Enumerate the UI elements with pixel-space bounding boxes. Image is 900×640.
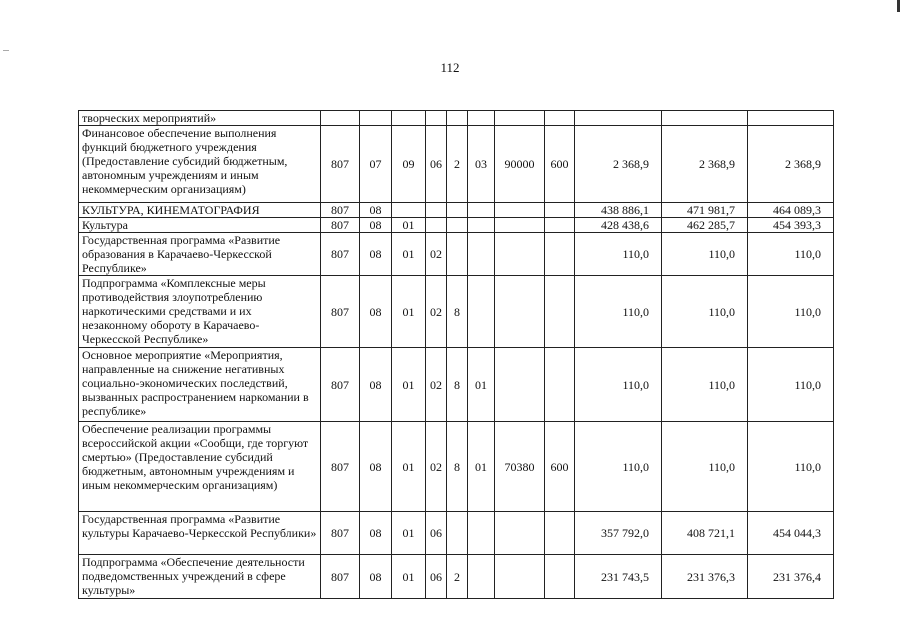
- subsection-code: 01: [392, 348, 426, 422]
- table-row: [79, 555, 834, 599]
- subsection-code: [392, 111, 426, 126]
- subprogram-code: [447, 233, 468, 276]
- gr-code: 807: [321, 348, 360, 422]
- program-code: [426, 111, 447, 126]
- amount-year-2: 2 368,9: [662, 126, 748, 203]
- expense-type-code: [545, 512, 575, 555]
- event-code: [468, 233, 495, 276]
- event-code: [468, 512, 495, 555]
- program-code: 02: [426, 276, 447, 348]
- gr-code: 807: [321, 203, 360, 218]
- table-row: [79, 203, 834, 218]
- event-code: [468, 276, 495, 348]
- expense-type-code: 600: [545, 422, 575, 512]
- section-code: 08: [360, 203, 392, 218]
- program-code: 02: [426, 348, 447, 422]
- amount-year-3: 464 089,3: [748, 203, 834, 218]
- budget-table: [78, 110, 834, 599]
- row-name: Подпрограмма «Комплексные меры противодействия злоупотреблению наркотическими средствами и их незаконному обороту в Карачаево-Черкесской Республике»: [79, 276, 321, 348]
- row-name: Финансовое обеспечение выполнения функций бюджетного учреждения (Предоставление субсидий бюджетным, автономным учреждениям и иным некоммерческим организациям): [79, 126, 321, 203]
- amount-year-3: 2 368,9: [748, 126, 834, 203]
- section-code: 07: [360, 126, 392, 203]
- amount-year-2: 408 721,1: [662, 512, 748, 555]
- subprogram-code: 8: [447, 348, 468, 422]
- event-code: [468, 203, 495, 218]
- subsection-code: [392, 203, 426, 218]
- table-row: [79, 512, 834, 555]
- program-code: [426, 218, 447, 233]
- subsection-code: 01: [392, 555, 426, 599]
- subsection-code: 01: [392, 218, 426, 233]
- subsection-code: 01: [392, 276, 426, 348]
- subsection-code: 01: [392, 422, 426, 512]
- section-code: 08: [360, 512, 392, 555]
- margin-dash: [3, 50, 9, 51]
- gr-code: 807: [321, 512, 360, 555]
- direction-code: [495, 512, 545, 555]
- expense-type-code: [545, 555, 575, 599]
- amount-year-3: [748, 111, 834, 126]
- table-row: [79, 422, 834, 512]
- amount-year-1: 231 743,5: [575, 555, 662, 599]
- subprogram-code: 8: [447, 422, 468, 512]
- table-row: [79, 276, 834, 348]
- direction-code: 70380: [495, 422, 545, 512]
- subsection-code: 09: [392, 126, 426, 203]
- subprogram-code: [447, 512, 468, 555]
- amount-year-1: 110,0: [575, 348, 662, 422]
- direction-code: 90000: [495, 126, 545, 203]
- amount-year-1: 110,0: [575, 276, 662, 348]
- row-name: творческих мероприятий»: [79, 111, 321, 126]
- amount-year-3: 110,0: [748, 422, 834, 512]
- table-row: [79, 126, 834, 203]
- amount-year-1: 2 368,9: [575, 126, 662, 203]
- amount-year-3: 110,0: [748, 233, 834, 276]
- section-code: 08: [360, 555, 392, 599]
- amount-year-1: 110,0: [575, 233, 662, 276]
- row-name: Государственная программа «Развитие образования в Карачаево-Черкесской Республике»: [79, 233, 321, 276]
- event-code: 01: [468, 422, 495, 512]
- direction-code: [495, 348, 545, 422]
- amount-year-2: 110,0: [662, 422, 748, 512]
- amount-year-2: 110,0: [662, 233, 748, 276]
- event-code: [468, 111, 495, 126]
- event-code: [468, 555, 495, 599]
- amount-year-3: 231 376,4: [748, 555, 834, 599]
- row-name: Государственная программа «Развитие культуры Карачаево-Черкесской Республики»: [79, 512, 321, 555]
- table-row: [79, 111, 834, 126]
- program-code: 02: [426, 233, 447, 276]
- expense-type-code: [545, 111, 575, 126]
- event-code: 01: [468, 348, 495, 422]
- gr-code: 807: [321, 276, 360, 348]
- amount-year-2: 231 376,3: [662, 555, 748, 599]
- table-row: [79, 218, 834, 233]
- page-number: 112: [440, 60, 460, 75]
- amount-year-3: 454 044,3: [748, 512, 834, 555]
- expense-type-code: 600: [545, 126, 575, 203]
- direction-code: [495, 218, 545, 233]
- direction-code: [495, 203, 545, 218]
- row-name: КУЛЬТУРА, КИНЕМАТОГРАФИЯ: [79, 203, 321, 218]
- direction-code: [495, 111, 545, 126]
- table-row: [79, 348, 834, 422]
- expense-type-code: [545, 276, 575, 348]
- gr-code: [321, 111, 360, 126]
- program-code: 06: [426, 126, 447, 203]
- section-code: 08: [360, 218, 392, 233]
- gr-code: 807: [321, 555, 360, 599]
- expense-type-code: [545, 233, 575, 276]
- expense-type-code: [545, 203, 575, 218]
- program-code: 06: [426, 512, 447, 555]
- direction-code: [495, 555, 545, 599]
- direction-code: [495, 233, 545, 276]
- amount-year-3: 454 393,3: [748, 218, 834, 233]
- table-row: [79, 233, 834, 276]
- subsection-code: 01: [392, 512, 426, 555]
- amount-year-1: 438 886,1: [575, 203, 662, 218]
- subprogram-code: [447, 218, 468, 233]
- direction-code: [495, 276, 545, 348]
- program-code: 02: [426, 422, 447, 512]
- section-code: 08: [360, 233, 392, 276]
- row-name: Подпрограмма «Обеспечение деятельности подведомственных учреждений в сфере культуры»: [79, 555, 321, 599]
- amount-year-3: 110,0: [748, 276, 834, 348]
- amount-year-1: 428 438,6: [575, 218, 662, 233]
- subprogram-code: [447, 203, 468, 218]
- event-code: 03: [468, 126, 495, 203]
- amount-year-2: 471 981,7: [662, 203, 748, 218]
- amount-year-2: [662, 111, 748, 126]
- row-name: Основное мероприятие «Мероприятия, направленные на снижение негативных социально-экономических последствий, вызванных распространением наркомании в республике»: [79, 348, 321, 422]
- amount-year-2: 462 285,7: [662, 218, 748, 233]
- program-code: 06: [426, 555, 447, 599]
- gr-code: 807: [321, 218, 360, 233]
- program-code: [426, 203, 447, 218]
- event-code: [468, 218, 495, 233]
- section-code: 08: [360, 348, 392, 422]
- gr-code: 807: [321, 422, 360, 512]
- row-name: Культура: [79, 218, 321, 233]
- amount-year-3: 110,0: [748, 348, 834, 422]
- amount-year-2: 110,0: [662, 348, 748, 422]
- subsection-code: 01: [392, 233, 426, 276]
- expense-type-code: [545, 348, 575, 422]
- amount-year-1: [575, 111, 662, 126]
- section-code: 08: [360, 422, 392, 512]
- expense-type-code: [545, 218, 575, 233]
- section-code: [360, 111, 392, 126]
- subprogram-code: [447, 111, 468, 126]
- amount-year-1: 110,0: [575, 422, 662, 512]
- amount-year-2: 110,0: [662, 276, 748, 348]
- subprogram-code: 2: [447, 126, 468, 203]
- gr-code: 807: [321, 126, 360, 203]
- section-code: 08: [360, 276, 392, 348]
- subprogram-code: 2: [447, 555, 468, 599]
- subprogram-code: 8: [447, 276, 468, 348]
- amount-year-1: 357 792,0: [575, 512, 662, 555]
- gr-code: 807: [321, 233, 360, 276]
- row-name: Обеспечение реализации программы всероссийской акции «Сообщи, где торгуют смертью» (Предоставление субсидий бюджетным, автономным учреждениям и иным некоммерческим организациям): [79, 422, 321, 512]
